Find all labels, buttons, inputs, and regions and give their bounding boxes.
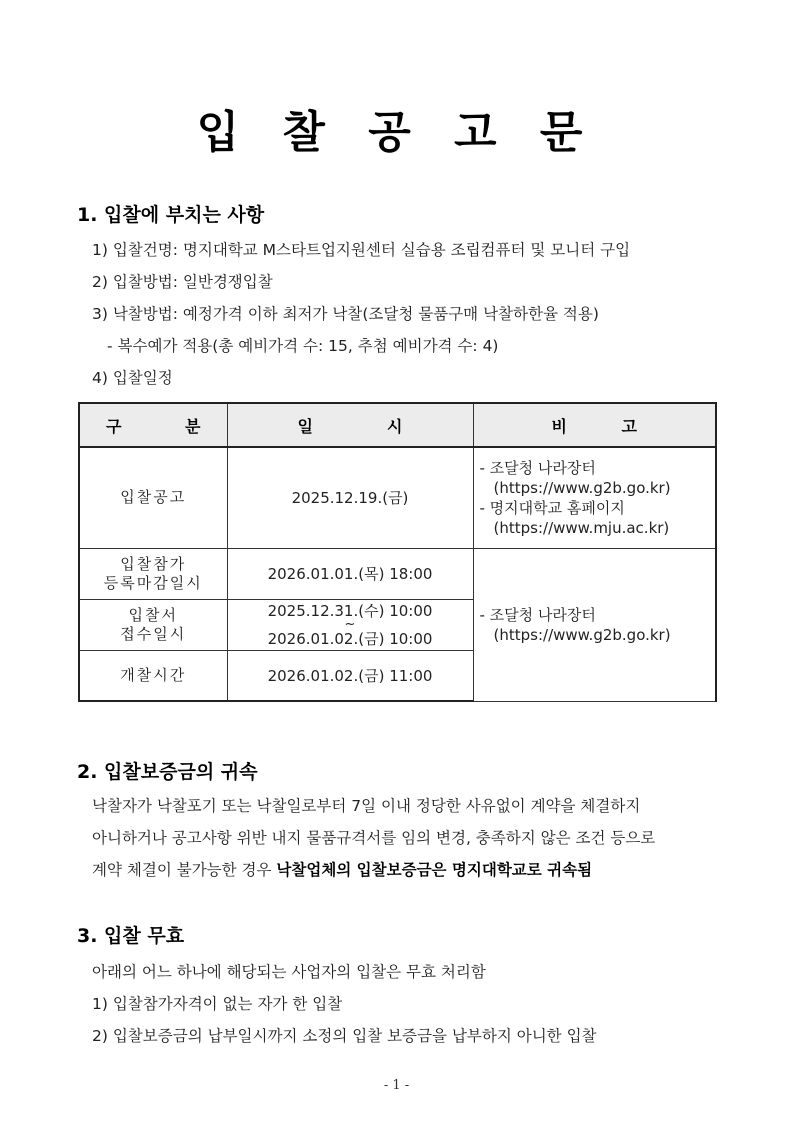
row-datetime: 2026.01.01.(목) 18:00 (227, 548, 473, 599)
row-category: 입찰참가 등록마감일시 (79, 548, 227, 599)
section-2-line-1: 낙찰자가 낙찰포기 또는 낙찰일로부터 7일 이내 정당한 사유없이 계약을 체결하지 (92, 797, 641, 815)
page-number: - 1 - (383, 1078, 410, 1093)
section-2-line-3: 계약 체결이 불가능한 경우 낙찰업체의 입찰보증금은 명지대학교로 귀속됨 (92, 861, 593, 879)
section-1-subitem: - 복수예가 적용(총 예비가격 수: 15, 추첨 예비가격 수: 4) (107, 337, 499, 355)
section-1-heading: 1. 입찰에 부치는 사항 (77, 204, 265, 226)
header-note: 비 고 (473, 403, 716, 447)
merged-note: - 조달청 나라장터 (https://www.g2b.go.kr) (473, 548, 716, 701)
section-3-heading: 3. 입찰 무효 (77, 925, 185, 947)
section-1-item-4: 4) 입찰일정 (92, 369, 173, 387)
section-1-item-3: 3) 낙찰방법: 예정가격 이하 최저가 낙찰(조달청 물품구매 낙찰하한율 적용) (92, 305, 599, 323)
section-2-heading: 2. 입찰보증금의 귀속 (77, 761, 258, 783)
row-datetime: 2026.01.02.(금) 11:00 (227, 650, 473, 701)
row-note: - 조달청 나라장터 (https://www.g2b.go.kr) - 명지대학교 홈페이지 (https://www.mju.ac.kr) (473, 447, 716, 548)
table-row (79, 447, 716, 548)
row-category: 입찰공고 (79, 447, 227, 548)
row-datetime: 2025.12.19.(금) (227, 447, 473, 548)
header-category: 구 분 (79, 403, 227, 447)
header-datetime: 일 시 (227, 403, 473, 447)
section-3-line-2: 1) 입찰참가자격이 없는 자가 한 입찰 (92, 995, 343, 1013)
forfeit-statement: 낙찰업체의 입찰보증금은 명지대학교로 귀속됨 (276, 861, 593, 879)
table-header-row (79, 403, 716, 447)
row-category: 입찰서 접수일시 (79, 599, 227, 650)
document-title: 입 찰 공 고 문 (196, 107, 597, 158)
bid-schedule-table (78, 402, 717, 702)
row-category: 개찰시간 (79, 650, 227, 701)
section-1-item-1: 1) 입찰건명: 명지대학교 M스타트업지원센터 실습용 조립컴퓨터 및 모니터 구입 (92, 241, 631, 259)
section-3-line-1: 아래의 어느 하나에 해당되는 사업자의 입찰은 무효 처리함 (92, 963, 486, 981)
section-2-line-2: 아니하거나 공고사항 위반 내지 물품규격서를 임의 변경, 충족하지 않은 조건 등으로 (92, 829, 656, 847)
section-1-item-2: 2) 입찰방법: 일반경쟁입찰 (92, 273, 273, 291)
section-3-line-3: 2) 입찰보증금의 납부일시까지 소정의 입찰 보증금을 납부하지 아니한 입찰 (92, 1027, 597, 1045)
table-row (79, 548, 716, 599)
row-datetime: 2025.12.31.(수) 10:00 ~ 2026.01.02.(금) 10:00 (227, 599, 473, 650)
